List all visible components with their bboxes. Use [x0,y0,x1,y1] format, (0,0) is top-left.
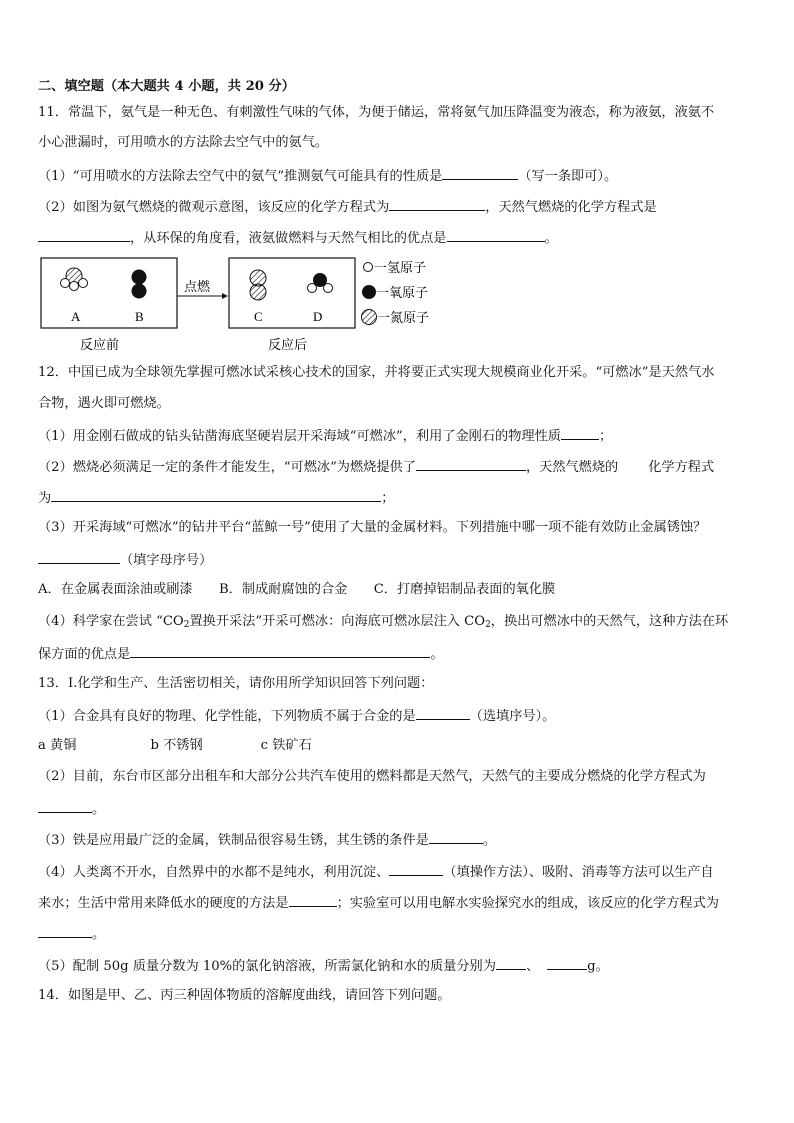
answer-blank[interactable] [389,862,443,876]
answer-blank[interactable] [130,644,430,658]
q14-stem: 14．如图是甲、乙、丙三种固体物质的溶解度曲线，请回答下列问题。 [38,988,451,1003]
q13-part4-line2b: ；实验室可以用电解水实验探究水的组成，该反应的化学方程式为 [336,896,719,911]
q12-options: A．在金属表面涂油或刷漆 B．制成耐腐蚀的合金 C．打磨掉铝制品表面的氧化膜 [38,582,556,597]
q13-part1-tail: （选填序号）。 [469,709,556,724]
q12-stem-line1: 12．中国已成为全球领先掌握可燃冰试采核心技术的国家，并将要正式实现大规模商业化开采。“可燃冰”是天然气水 [38,365,715,380]
answer-blank[interactable] [38,799,92,813]
q11-part2-end: 。 [544,231,558,246]
q12-part4-cont [38,644,444,664]
q13-part5 [38,956,609,976]
q13-part4 [38,862,714,882]
q11-part2-text: （2）如图为氨气燃烧的微观示意图，该反应的化学方程式为 [38,200,390,215]
answer-blank[interactable] [442,166,518,180]
q11-part1-text: （1）“可用喷水的方法除去空气中的氨气”推测氨气可能具有的性质是 [38,169,443,184]
q13-part4-end: 。 [92,927,106,942]
q12-part3-tail: （填字母序号） [120,553,213,568]
q11-stem-line2: 小心泄漏时，可用喷水的方法除去空气中的氨气。 [38,135,329,150]
option-b: b 不锈钢 [150,738,203,753]
q13-part5-mid: 、 [525,959,540,974]
arrow-head-icon [222,293,228,299]
q12-part4-text-a: （4）科学家在尝试 “CO [38,614,184,629]
legend-nitrogen-label: 一氮原子 [377,310,430,325]
q12-part2-mid: ，天然气燃烧的 [525,460,619,475]
q13-part2-cont [38,799,105,819]
subscript-2: 2 [183,620,190,630]
answer-blank[interactable] [38,924,92,938]
q12-part4 [38,613,728,634]
q12-part1-end: ； [599,429,613,444]
option-c: c 铁矿石 [260,738,312,753]
q11-part2-mid: ，天然气燃烧的化学方程式是 [485,200,657,215]
q11-part1-tail: （写一条即可）。 [518,169,618,184]
q12-part2 [38,457,714,477]
q12-part4-text-b: 置换开采法”开采可燃冰：向海底可燃冰层注入 CO [189,614,486,629]
q13-stem: 13．Ⅰ.化学和生产、生活密切相关，请你用所学知识回答下列问题： [38,676,434,691]
q12-part4-cont-text: 保方面的优点是 [38,647,131,662]
answer-blank[interactable] [447,228,545,242]
q13-part4-tail: （填操作方法）、吸附、消毒等方法可以生产自 [443,865,714,880]
water-molecule-icon [308,273,333,293]
subscript-2: 2 [485,620,491,630]
q13-part3-end: 。 [482,833,497,848]
answer-blank[interactable] [38,228,130,242]
q12-part1 [38,426,612,446]
answer-blank[interactable] [416,706,470,720]
label-d: D [313,309,323,324]
q13-part5-end: g。 [587,959,609,974]
legend-oxygen [362,285,428,300]
section-heading: 二、填空题（本大题共 4 小题，共 20 分） [38,79,295,94]
after-box [229,258,355,328]
q12-stem-line2: 合物，遇火即可燃烧。 [38,396,170,411]
legend-hydrogen-label: 一氢原子 [374,260,427,275]
reaction-diagram [38,254,458,354]
q13-part4-line3 [38,924,105,944]
q13-part1-text: （1）合金具有良好的物理、化学性能，下列物质不属于合金的是 [38,709,416,724]
answer-blank[interactable] [416,457,526,471]
hydrogen-atom-icon [364,263,373,272]
arrow-label: 点燃 [184,279,211,294]
q13-part5-text: （5）配制 50g 质量分数为 10%的氯化钠溶液，所需氯化钠和水的质量分别为 [38,959,496,974]
q11-part1 [38,166,617,186]
after-caption: 反应后 [268,337,308,352]
answer-blank[interactable] [496,956,526,970]
q12-part2-cont [38,488,394,508]
nitrogen-molecule-icon [250,270,266,300]
q12-part3-cont [38,550,212,570]
q12-part4-text-c: ，换出可燃冰中的天然气，这种方法在环 [490,614,729,629]
q13-part4-line2a: 来水；生活中常用来降低水的硬度的方法是 [38,896,289,911]
answer-blank[interactable] [289,893,337,907]
legend-hydrogen [364,260,427,275]
before-caption: 反应前 [80,337,120,352]
q13-part4-line2 [38,893,719,913]
oxygen-atom-icon [362,285,376,299]
q11-part2 [38,197,657,217]
q12-part1-text: （1）用金刚石做成的钻头钻凿海底坚硬岩层开采海域“可燃冰”，利用了金刚石的物理性质 [38,429,561,444]
label-c: C [254,309,263,324]
before-box [41,258,177,328]
label-a: A [71,309,81,324]
q12-part2-end: ； [381,491,395,506]
answer-blank[interactable] [561,426,599,440]
q11-part2-cont-text: ，从环保的角度看，液氨做燃料与天然气相比的优点是 [130,231,447,246]
answer-blank[interactable] [51,488,381,502]
q13-part4-text: （4）人类离不开水，自然界中的水都不是纯水，利用沉淀、 [38,865,390,880]
answer-blank[interactable] [38,550,120,564]
q13-part3 [38,830,496,850]
q12-part2-tail: 化学方程式 [648,460,715,475]
q11-stem-line1: 11．常温下，氨气是一种无色、有刺激性气味的气体，为便于储运，常将氨气加压降温变为液态，称为液氨，液氨不 [38,105,715,120]
label-b: B [135,309,144,324]
option-a: a 黄铜 [38,738,77,753]
q11-part2-cont [38,228,558,248]
q13-part2: （2）目前，东台市区部分出租车和大部分公共汽车使用的燃料都是天然气，天然气的主要成分燃烧的化学方程式为 [38,769,706,784]
legend-nitrogen [362,310,430,326]
q12-part3: （3）开采海域“可燃冰”的钻井平台“蓝鲸一号”使用了大量的金属材料。下列措施中哪一项不能有效防止金属锈蚀？ [38,520,707,535]
answer-blank[interactable] [389,197,485,211]
q13-part3-text: （3）铁是应用最广泛的金属，铁制品很容易生锈，其生锈的条件是 [38,833,429,848]
q12-part2-text: （2）燃烧必须满足一定的条件才能发生，“可燃冰”为燃烧提供了 [38,460,416,475]
q13-part2-end: 。 [92,802,106,817]
q12-part4-end: 。 [430,647,444,662]
ammonia-molecule-icon [61,268,88,291]
answer-blank[interactable] [429,830,483,844]
legend-oxygen-label: 一氧原子 [376,285,429,300]
q12-part2-cont-text: 为 [38,491,52,506]
q13-part1 [38,706,555,726]
nitrogen-atom-icon [362,310,377,325]
q13-options [38,737,312,755]
oxygen-molecule-icon [132,270,147,299]
answer-blank[interactable] [547,956,587,970]
